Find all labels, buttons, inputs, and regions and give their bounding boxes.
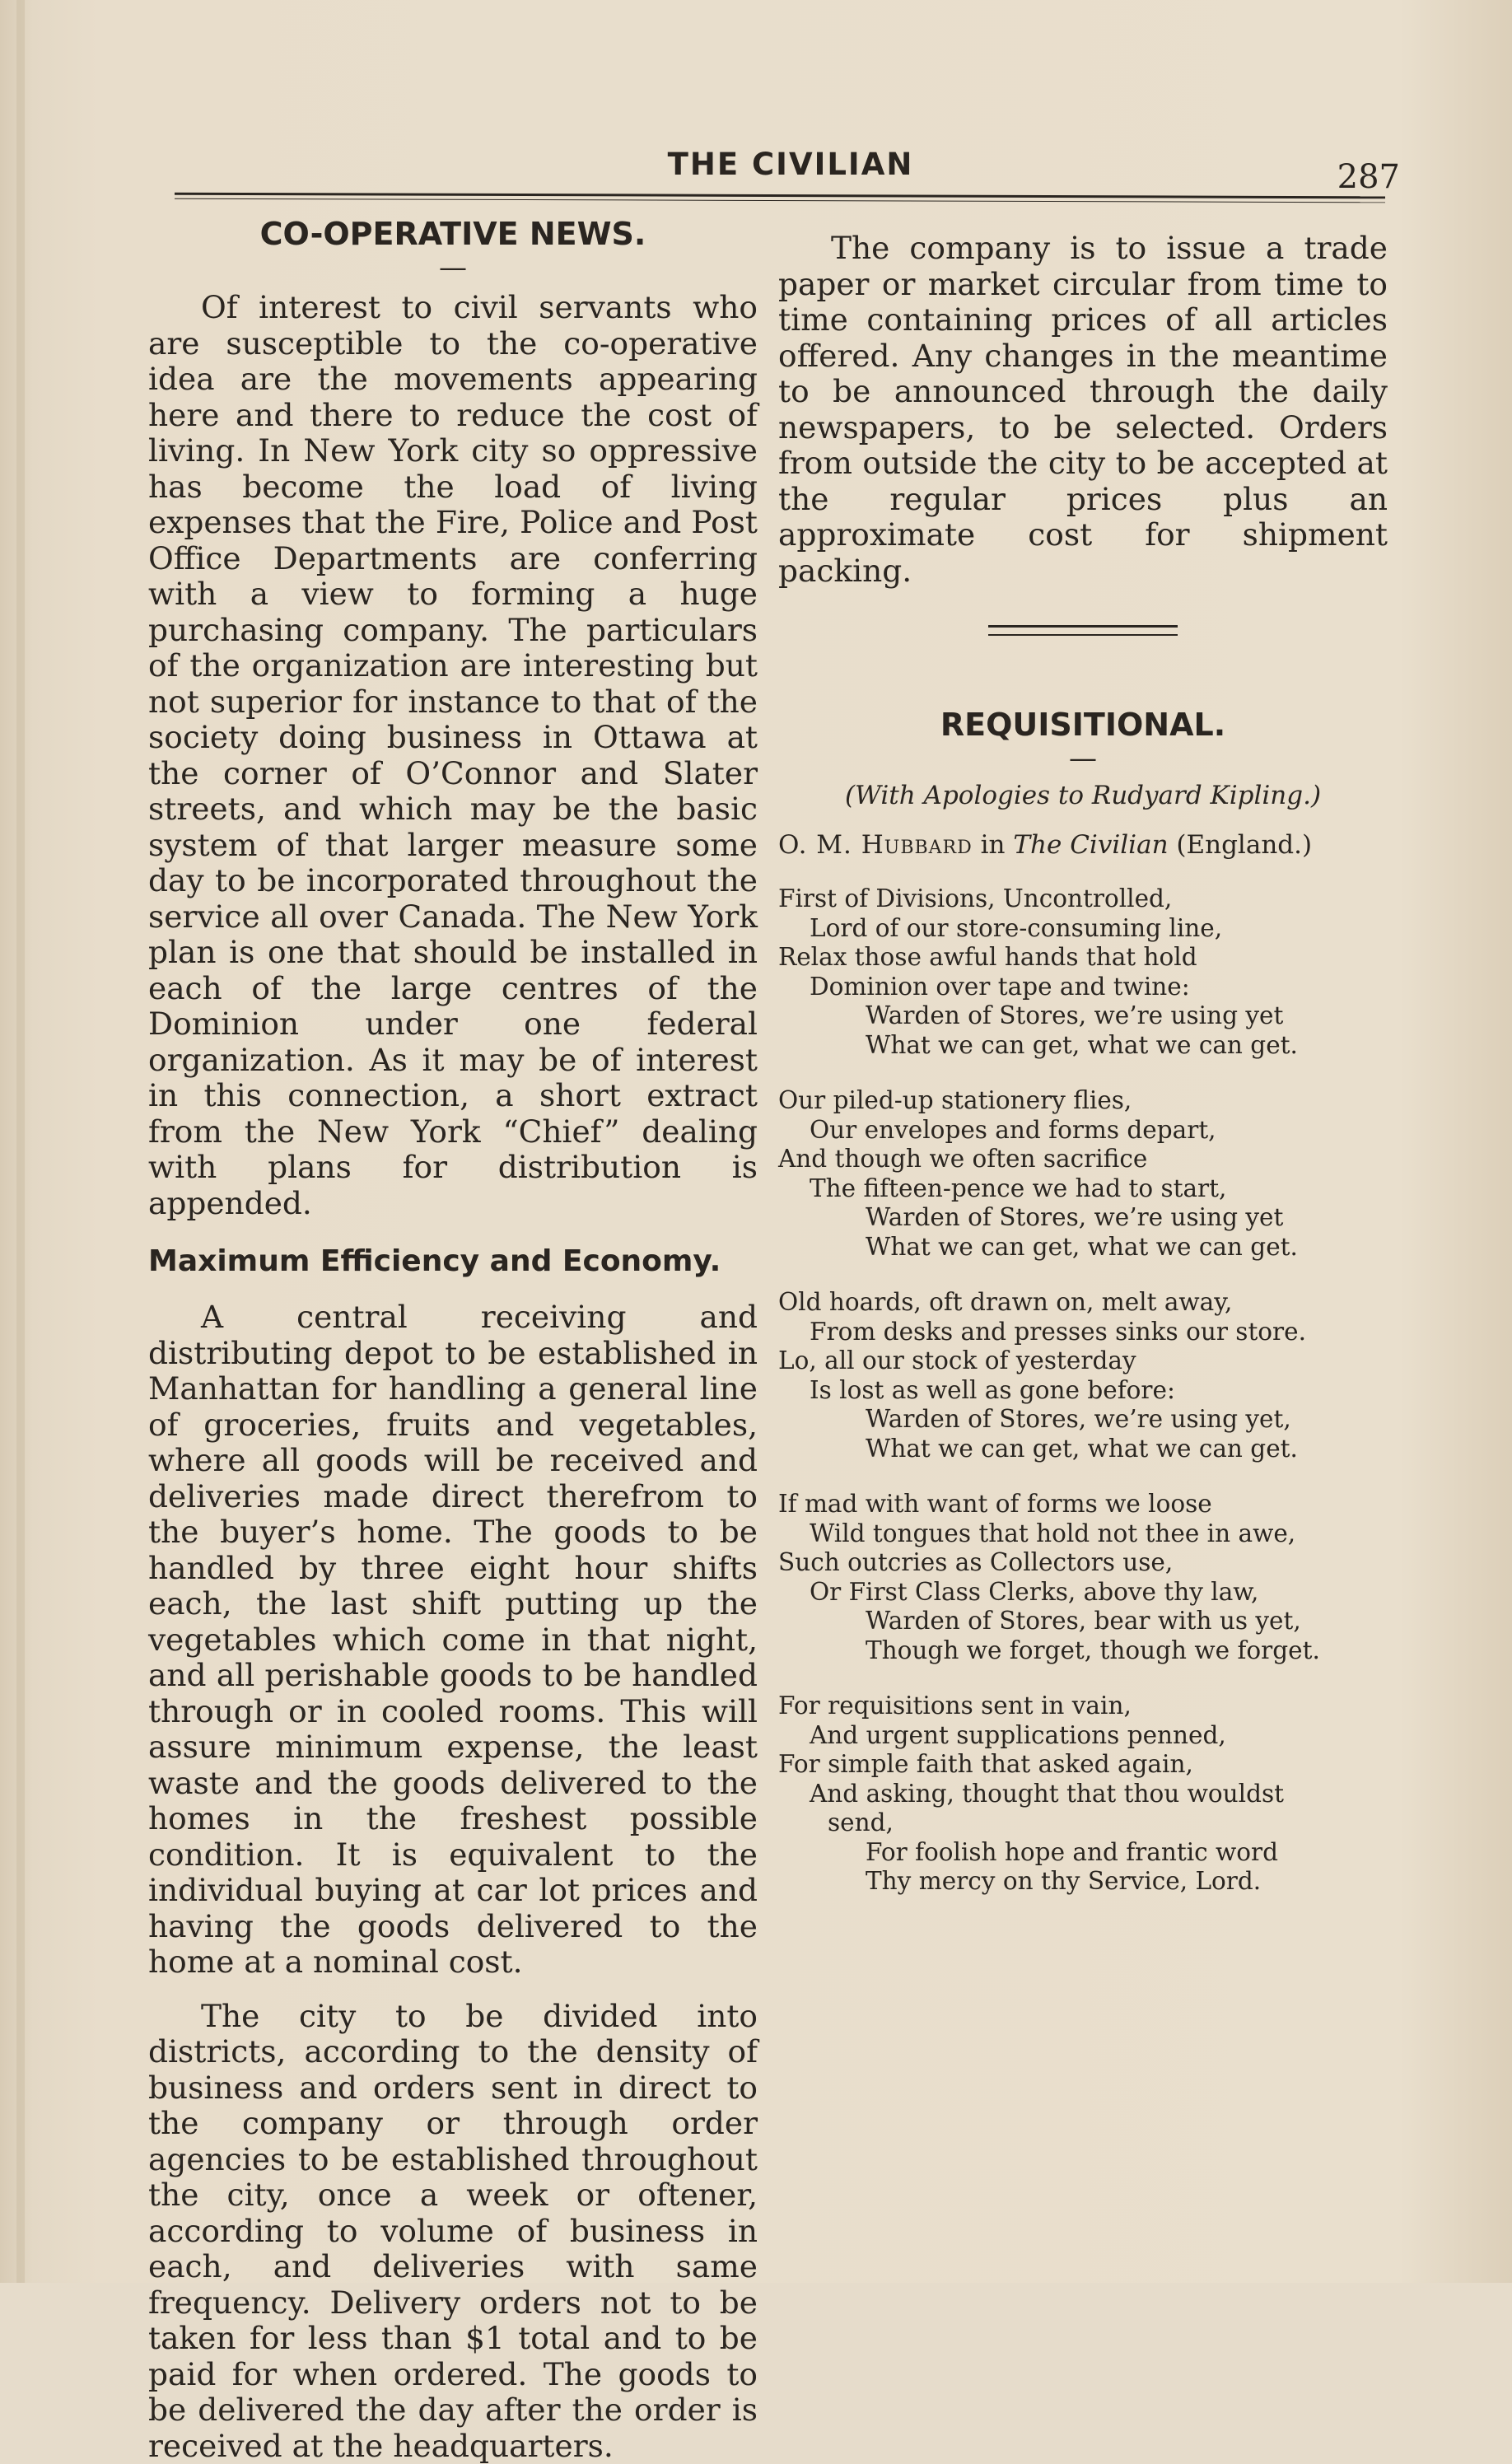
poem-stanza	[778, 1692, 1388, 1897]
verse-line: What we can get, what we can get.	[778, 1435, 1388, 1464]
section-divider	[988, 625, 1178, 636]
running-header: THE CIVILIAN	[659, 147, 922, 182]
verse-line: And urgent supplications penned,	[778, 1721, 1388, 1751]
efficiency-subheading: Maximum Efficiency and Economy.	[148, 1244, 758, 1278]
title-dash: —	[148, 257, 758, 278]
requisitional-title: REQUISITIONAL.	[778, 707, 1388, 743]
verse-line: Warden of Stores, we’re using yet	[778, 1001, 1388, 1031]
left-column	[148, 216, 758, 2464]
verse-line: Relax those awful hands that hold	[778, 943, 1388, 973]
byline-author: O. M. Hubbard	[778, 830, 973, 860]
verse-line: What we can get, what we can get.	[778, 1031, 1388, 1061]
poem-stanza	[778, 884, 1388, 1060]
verse-line: For requisitions sent in vain,	[778, 1692, 1388, 1721]
verse-line: send,	[778, 1808, 1388, 1838]
verse-line: Thy mercy on thy Service, Lord.	[778, 1867, 1388, 1897]
verse-line: Warden of Stores, we’re using yet	[778, 1203, 1388, 1233]
page-number: 287	[1318, 158, 1400, 196]
poem	[778, 884, 1388, 1897]
verse-line: For simple faith that asked again,	[778, 1750, 1388, 1780]
verse-line: Our piled-up stationery flies,	[778, 1086, 1388, 1116]
verse-line: From desks and presses sinks our store.	[778, 1318, 1388, 1347]
binding-gutter	[16, 0, 25, 2283]
poem-stanza	[778, 1288, 1388, 1463]
verse-line: Our envelopes and forms depart,	[778, 1116, 1388, 1146]
verse-line: Old hoards, oft drawn on, melt away,	[778, 1288, 1388, 1318]
verse-line: Though we forget, though we forget.	[778, 1636, 1388, 1666]
verse-line: Or First Class Clerks, above thy law,	[778, 1578, 1388, 1608]
requisitional-dash: —	[778, 748, 1388, 769]
right-column	[778, 231, 1388, 1923]
verse-line: Such outcries as Collectors use,	[778, 1548, 1388, 1578]
byline-publication: The Civilian	[1013, 830, 1168, 860]
byline-place: (England.)	[1169, 830, 1313, 860]
verse-line: Lo, all our stock of yesterday	[778, 1346, 1388, 1376]
poem-stanza	[778, 1490, 1388, 1665]
verse-line: Lord of our store-consuming line,	[778, 914, 1388, 944]
verse-line: The fifteen-pence we had to start,	[778, 1174, 1388, 1204]
verse-line: And though we often sacrifice	[778, 1145, 1388, 1174]
verse-line: Wild tongues that hold not thee in awe,	[778, 1519, 1388, 1549]
cooperative-paragraph-2: A central receiving and distributing depot to be established in Manhattan for handling a general line of groceries, fruits and vegetables, where all goods will be received and deliveries made direct therefrom to the buyer’s home. The goods to be handled by three eight hour shifts each, the last shift putting up the vegetables which come in that night, and all perishable goods to be handled through or in cooled rooms. This will assure minimum expense, the least waste and the goods delivered to the homes in the freshest possible condition. It is equivalent to the individual buying at car lot prices and having the goods delivered to the home at a nominal cost.	[148, 1300, 758, 1981]
cooperative-paragraph-1: Of interest to civil servants who are susceptible to the co-operative idea are the movements appearing here and there to reduce the cost of living. In New York city so oppressive has become the load of living expenses that the Fire, Police and Post Office Departments are conferring with a view to forming a huge purchasing company. The particulars of the organization are interesting but not superior for instance to that of the society doing business in Ottawa at the corner of O’Connor and Slater streets, and which may be the basic system of that larger measure some day to be incorporated throughout the service all over Canada. The New York plan is one that should be installed in each of the large centres of the Dominion under one federal organization. As it may be of interest in this connection, a short extract from the New York “Chief” dealing with plans for distribution is appended.	[148, 290, 758, 1221]
cooperative-paragraph-4: The company is to issue a trade paper or market circular from time to time containing prices of all articles offered. Any changes in the meantime to be announced through the daily newspapers, to be selected. Orders from outside the city to be accepted at the regular prices plus an approximate cost for shipment packing.	[778, 231, 1388, 589]
verse-line: If mad with want of forms we loose	[778, 1490, 1388, 1519]
verse-line: And asking, thought that thou wouldst	[778, 1780, 1388, 1809]
verse-line: Warden of Stores, we’re using yet,	[778, 1405, 1388, 1435]
poem-byline	[778, 830, 1388, 860]
verse-line: Warden of Stores, bear with us yet,	[778, 1607, 1388, 1636]
verse-line: What we can get, what we can get.	[778, 1233, 1388, 1262]
cooperative-news-title: CO-OPERATIVE NEWS.	[148, 216, 758, 252]
cooperative-paragraph-3: The city to be divided into districts, according to the density of business and orders sent in direct to the company or through order agencies to be established throughout the city, once a week or oftener, according to volume of business in each, and deliveries with same frequency. Delivery orders not to be taken for less than $1 total and to be paid for when ordered. The goods to be delivered the day after the order is received at the headquarters.	[148, 1999, 758, 2464]
verse-line: First of Divisions, Uncontrolled,	[778, 884, 1388, 914]
verse-line: Dominion over tape and twine:	[778, 973, 1388, 1002]
poem-subtitle: (With Apologies to Rudyard Kipling.)	[778, 781, 1388, 810]
verse-line: For foolish hope and frantic word	[778, 1838, 1388, 1868]
byline-in: in	[973, 830, 1014, 860]
verse-line: Is lost as well as gone before:	[778, 1376, 1388, 1406]
poem-stanza	[778, 1086, 1388, 1262]
